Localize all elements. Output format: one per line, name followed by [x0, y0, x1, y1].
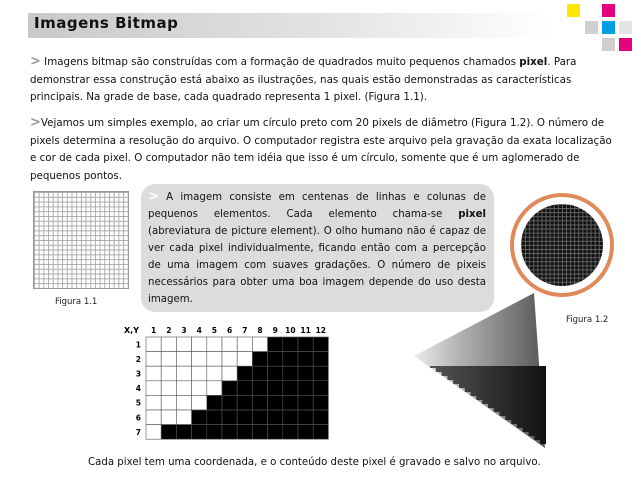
grid-cell: [176, 395, 191, 410]
grid-cell: [237, 352, 252, 367]
grid-cell: [252, 337, 267, 352]
column-label: 9: [272, 326, 278, 335]
grid-cell: [298, 425, 313, 440]
row-label: 1: [135, 340, 141, 350]
grid-cell: [222, 366, 237, 381]
grid-cell: [176, 352, 191, 367]
grid-cell: [298, 381, 313, 396]
intro-bold-term: pixel: [519, 56, 548, 68]
grid-cell: [237, 366, 252, 381]
row-label: 4: [135, 384, 141, 394]
grid-cell: [313, 366, 328, 381]
grid-cell: [268, 352, 283, 367]
grid-cell: [146, 395, 161, 410]
grid-cell: [146, 366, 161, 381]
bubble-bold-term: pixel: [458, 209, 486, 220]
column-label: 3: [181, 326, 187, 335]
grid-cell: [146, 337, 161, 352]
grid-cell: [176, 425, 191, 440]
grid-cell: [283, 337, 298, 352]
grid-cell: [283, 366, 298, 381]
grid-cell: [176, 381, 191, 396]
grid-cell: [298, 337, 313, 352]
intro-lead: Imagens bitmap são construídas com a formação de quadrados muito pequenos chamados: [40, 56, 520, 68]
grid-cell: [176, 337, 191, 352]
grid-cell: [207, 410, 222, 425]
grid-cell: [161, 381, 176, 396]
grid-corner-label: X,Y: [124, 326, 139, 335]
bubble-lead: A imagem consiste em centenas de linhas e colunas de pequenos elementos. Cada elemento chama-se: [148, 192, 486, 220]
grid-cell: [268, 337, 283, 352]
grid-cell: [237, 425, 252, 440]
grid-cell: [207, 381, 222, 396]
arrow-icon: >: [148, 189, 159, 204]
grid-cell: [298, 352, 313, 367]
grid-cell: [313, 395, 328, 410]
grid-cell: [252, 395, 267, 410]
example-text: Vejamos um simples exemplo, ao criar um círculo preto com 20 pixels de diâmetro (Figura 1.2). O número de pixels determina a resolução do arquivo. O computador registra este arquivo pela gravação da exata localização e cor de cada pixel. O computador não tem idéia que isso é um círculo, somente que é um aglomerado de pequenos pontos.: [30, 117, 612, 182]
stair-shape: [430, 366, 546, 448]
bottom-caption: Cada pixel tem uma coordenada, e o conteúdo deste pixel é gravado e salvo no arquivo.: [88, 457, 541, 468]
grid-cell: [146, 425, 161, 440]
row-label: 7: [135, 427, 141, 437]
figure-1-1-caption: Figura 1.1: [55, 297, 98, 307]
grid-cell: [252, 425, 267, 440]
grid-cell: [283, 352, 298, 367]
grid-cell: [161, 366, 176, 381]
grid-cell: [222, 352, 237, 367]
grid-cell: [237, 410, 252, 425]
grid-cell: [192, 337, 207, 352]
column-label: 5: [211, 326, 218, 335]
column-label: 2: [166, 326, 172, 335]
grid-cell: [237, 381, 252, 396]
grid-cell: [283, 425, 298, 440]
grid-cell: [161, 410, 176, 425]
column-label: 6: [226, 326, 233, 335]
grid-cell: [146, 410, 161, 425]
column-label: 11: [300, 326, 311, 335]
grid-cell: [268, 381, 283, 396]
grid-cell: [222, 425, 237, 440]
grid-cell: [313, 337, 328, 352]
column-label: 1: [150, 326, 157, 335]
grid-cell: [161, 352, 176, 367]
grid-cell: [268, 410, 283, 425]
grid-cell: [161, 395, 176, 410]
grid-cell: [176, 410, 191, 425]
row-label: 6: [135, 413, 141, 423]
grid-cell: [252, 410, 267, 425]
grid-cell: [192, 366, 207, 381]
grid-cell: [161, 425, 176, 440]
grid-cell: [237, 395, 252, 410]
grid-cell: [283, 395, 298, 410]
grid-cell: [207, 352, 222, 367]
column-label: 7: [242, 326, 248, 335]
column-labels: [151, 326, 326, 335]
grid-cell: [313, 352, 328, 367]
arrow-icon: >: [30, 54, 41, 69]
page-title: Imagens Bitmap: [34, 14, 179, 32]
grid-cell: [222, 337, 237, 352]
grid-cell: [268, 425, 283, 440]
grid-cell: [298, 366, 313, 381]
grid-cell: [268, 395, 283, 410]
grid-cell: [161, 337, 176, 352]
grid-cell: [237, 337, 252, 352]
row-label: 3: [135, 369, 141, 379]
grid-cell: [268, 366, 283, 381]
grid-cell: [192, 395, 207, 410]
grid-cell: [222, 395, 237, 410]
bubble-rest: (abreviatura de picture element). O olho humano não é capaz de ver cada pixel individualmente, ficando então com a percepção de uma imagem com suaves gradações. O número de pixeis necessários para obter uma boa imagem depende do uso desta imagem.: [148, 226, 486, 305]
grid-cell: [207, 425, 222, 440]
row-label: 2: [135, 354, 141, 364]
intro-rest: . Para demonstrar essa construção está abaixo as ilustrações, nas quais estão demonstradas as características principais. Na grade de base, cada quadrado representa 1 pixel. (Figura 1.1).: [30, 56, 577, 103]
grid-cell: [192, 410, 207, 425]
row-label: 5: [135, 398, 141, 408]
grid-cell: [313, 425, 328, 440]
column-label: 12: [315, 326, 327, 335]
grid-cell: [207, 366, 222, 381]
coordinate-grid-cells: [146, 337, 328, 439]
grid-cell: [313, 410, 328, 425]
grid-cell: [283, 381, 298, 396]
grid-cell: [252, 381, 267, 396]
grid-cell: [313, 381, 328, 396]
grid-cell: [207, 395, 222, 410]
grid-cell: [176, 366, 191, 381]
grid-cell: [252, 366, 267, 381]
stair-pixels: [430, 366, 546, 448]
grid-cell: [146, 381, 161, 396]
grid-cell: [252, 352, 267, 367]
figure-1-2-caption: Figura 1.2: [566, 315, 609, 325]
grid-cell: [222, 410, 237, 425]
grid-cell: [283, 410, 298, 425]
arrow-icon: >: [30, 115, 41, 130]
grid-cell: [192, 425, 207, 440]
column-label: 10: [285, 326, 296, 335]
column-label: 4: [196, 326, 202, 335]
grid-cell: [207, 337, 222, 352]
column-label: 8: [257, 326, 263, 335]
grid-cell: [146, 352, 161, 367]
grid-cell: [298, 395, 313, 410]
grid-cell: [298, 410, 313, 425]
row-labels: [136, 340, 141, 437]
grid-cell: [192, 352, 207, 367]
grid-cell: [222, 381, 237, 396]
grid-cell: [192, 381, 207, 396]
